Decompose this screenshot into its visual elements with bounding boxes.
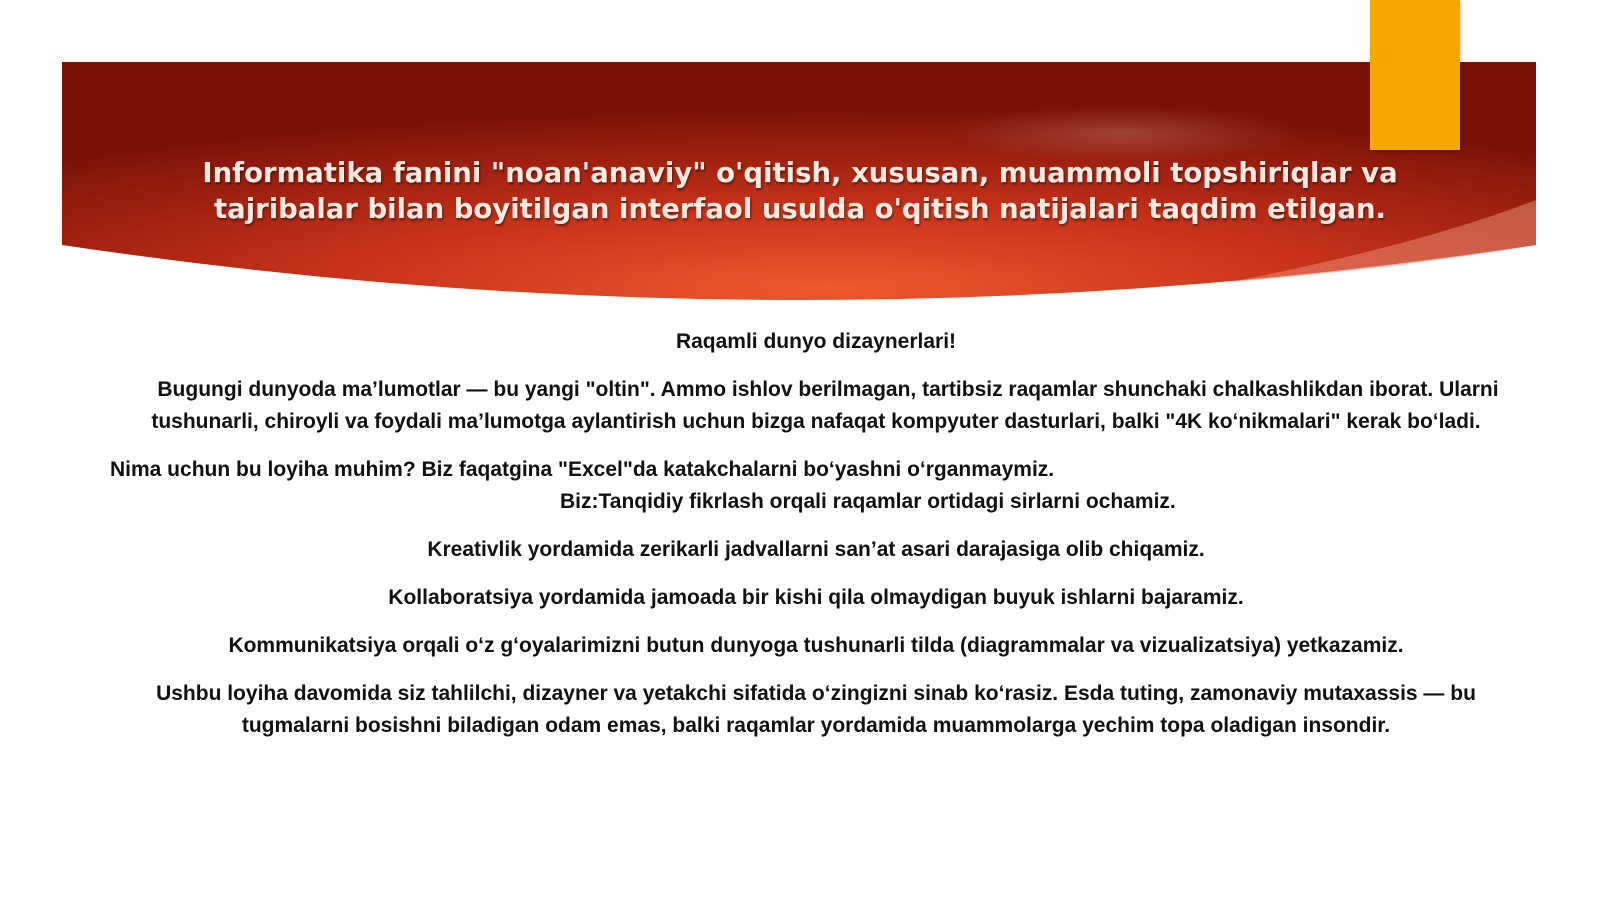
communication-line: Kommunikatsiya orqali o‘z g‘oyalarimizni butun dunyoga tushunarli tilda (diagrammalar va vizualizatsiya) yetkazamiz. (228, 634, 1404, 657)
collaboration-line: Kollaboratsiya yordamida jamoada bir kishi qila olmaydigan buyuk ishlarni bajaramiz. (388, 586, 1244, 609)
content-heading: Raqamli dunyo dizaynerlari! (675, 330, 957, 353)
slide-title: Informatika fanini "noan'anaviy" o'qitish, xususan, muammoli topshiriqlar va tajribalar bilan boyitilgan interfaol usulda o'qitish natijalari taqdim etilgan. (202, 157, 1398, 225)
critical-thinking-line: Biz:Tanqidiy fikrlash orqali raqamlar ortidagi sirlarni ochamiz. (560, 490, 1176, 513)
content-body (100, 326, 1532, 758)
conclusion-paragraph: Ushbu loyiha davomida siz tahlilchi, dizayner va yetakchi sifatida o‘zingizni sinab ko‘rasiz. Esda tuting, zamonaviy mutaxassis — bu tugmalarni bosishni biladigan odam emas, balki raqamlar yordamida muammolarga yechim topa oladigan insondir. (156, 682, 1476, 737)
why-question: Nima uchun bu loyiha muhim? Biz faqatgina "Excel"da katakchalarni bo‘yashni o‘rganmaymiz. (110, 458, 1055, 481)
accent-tab (1370, 0, 1460, 150)
intro-paragraph: Bugungi dunyoda ma’lumotlar — bu yangi "oltin". Ammo ishlov berilmagan, tartibsiz raqamlar shunchaki chalkashlikdan iborat. Ularni tushunarli, chiroyli va foydali ma’lumotga aylantirish uchun bizga nafaqat kompyuter dasturlari, balki "4K ko‘nikmalari" kerak bo‘ladi. (151, 378, 1499, 433)
creativity-line: Kreativlik yordamida zerikarli jadvallarni san’at asari darajasiga olib chiqamiz. (427, 538, 1205, 561)
